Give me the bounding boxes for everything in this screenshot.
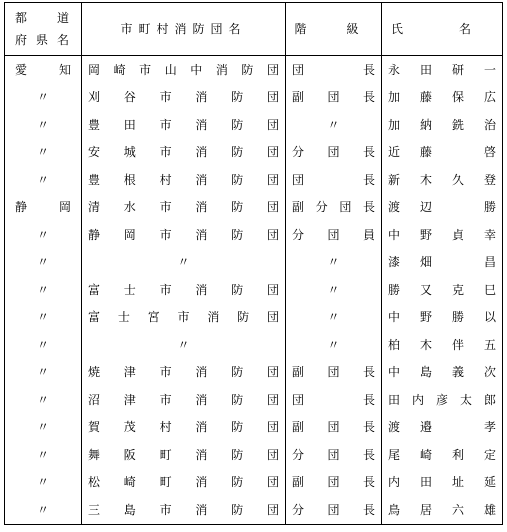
cell-rank-text: 〃 (327, 117, 340, 132)
cell-prefecture-text: 〃 (36, 90, 49, 105)
cell-prefecture (4, 386, 82, 414)
cell-brigade-name-text: 〃 (177, 337, 190, 352)
cell-brigade-name (82, 166, 286, 194)
cell-brigade-name-text: 豊田市消防団 (88, 117, 279, 132)
cell-brigade-name-text: 三島市消防団 (88, 502, 279, 517)
cell-person-name-text: 永田研一 (388, 62, 496, 77)
cell-rank-text: 〃 (327, 255, 340, 270)
cell-rank (286, 441, 382, 469)
table-header (4, 2, 503, 56)
fire-brigade-roster-table (4, 2, 503, 525)
cell-person-name-text: 加藤保広 (388, 90, 496, 105)
table-row (4, 84, 503, 112)
cell-brigade-name (82, 139, 286, 167)
cell-prefecture (4, 414, 82, 442)
cell-prefecture (4, 441, 82, 469)
cell-prefecture-text: 愛 知 (15, 62, 71, 77)
table-row (4, 249, 503, 277)
cell-brigade-name-text: 清水市消防団 (88, 200, 279, 215)
table-row (4, 496, 503, 525)
cell-brigade-name-text: 岡崎市山中消防団 (88, 62, 279, 77)
cell-rank (286, 221, 382, 249)
header-person-name: 氏 名 (382, 2, 503, 56)
cell-rank-text: 団 長 (292, 392, 375, 407)
cell-brigade-name (82, 221, 286, 249)
cell-rank (286, 249, 382, 277)
cell-brigade-name (82, 304, 286, 332)
cell-prefecture (4, 359, 82, 387)
cell-person-name-text: 鳥居六雄 (388, 502, 496, 517)
cell-rank (286, 386, 382, 414)
cell-person-name (382, 359, 503, 387)
cell-person-name (382, 84, 503, 112)
cell-prefecture-text: 〃 (36, 502, 49, 517)
table-row (4, 194, 503, 222)
cell-brigade-name-text: 刈谷市消防団 (88, 90, 279, 105)
cell-prefecture (4, 221, 82, 249)
cell-rank-text: 副団長 (292, 420, 375, 435)
cell-rank-text: 〃 (327, 282, 340, 297)
table-row (4, 414, 503, 442)
cell-person-name (382, 441, 503, 469)
cell-rank (286, 331, 382, 359)
cell-rank (286, 139, 382, 167)
cell-person-name (382, 386, 503, 414)
cell-person-name-text: 漆畑 昌 (388, 255, 496, 270)
cell-prefecture-text: 〃 (36, 117, 49, 132)
cell-person-name-text: 中野貞幸 (388, 227, 496, 242)
cell-prefecture (4, 276, 82, 304)
header-rank: 階 級 (286, 2, 382, 56)
header-prefecture-line1: 都 道 (15, 11, 71, 25)
cell-rank (286, 359, 382, 387)
cell-rank-text: 〃 (327, 337, 340, 352)
cell-person-name-text: 中野勝以 (388, 310, 496, 325)
cell-brigade-name (82, 111, 286, 139)
table-row (4, 304, 503, 332)
cell-person-name (382, 304, 503, 332)
cell-rank-text: 副団長 (292, 90, 375, 105)
cell-prefecture-text: 〃 (36, 447, 49, 462)
table-row (4, 276, 503, 304)
cell-rank (286, 84, 382, 112)
cell-rank (286, 56, 382, 84)
cell-person-name-text: 尾崎利定 (388, 447, 496, 462)
cell-rank (286, 111, 382, 139)
cell-brigade-name-text: 富士宮市消防団 (88, 310, 279, 325)
cell-prefecture-text: 〃 (36, 282, 49, 297)
table-row (4, 359, 503, 387)
cell-brigade-name-text: 沼津市消防団 (88, 392, 279, 407)
cell-person-name-text: 勝又克巳 (388, 282, 496, 297)
table-row (4, 111, 503, 139)
cell-rank (286, 496, 382, 525)
cell-prefecture (4, 84, 82, 112)
cell-rank (286, 166, 382, 194)
cell-rank (286, 194, 382, 222)
cell-brigade-name (82, 414, 286, 442)
header-row (4, 2, 503, 56)
cell-brigade-name-text: 富士市消防団 (88, 282, 279, 297)
cell-person-name-text: 渡邉 孝 (388, 420, 496, 435)
cell-rank-text: 分団長 (292, 145, 375, 160)
cell-rank (286, 276, 382, 304)
cell-rank-text: 分団員 (292, 227, 375, 242)
cell-person-name (382, 249, 503, 277)
cell-brigade-name-text: 松崎町消防団 (88, 475, 279, 490)
header-prefecture (4, 2, 82, 56)
cell-brigade-name (82, 194, 286, 222)
cell-person-name-text: 内田址延 (388, 475, 496, 490)
cell-person-name (382, 276, 503, 304)
cell-brigade-name (82, 441, 286, 469)
cell-prefecture (4, 139, 82, 167)
table-body (4, 56, 503, 525)
cell-rank (286, 469, 382, 497)
cell-rank-text: 分団長 (292, 447, 375, 462)
cell-brigade-name-text: 豊根村消防団 (88, 172, 279, 187)
cell-person-name-text: 中島義次 (388, 365, 496, 380)
cell-prefecture-text: 静 岡 (15, 200, 71, 215)
cell-brigade-name-text: 舞阪町消防団 (88, 447, 279, 462)
cell-prefecture (4, 304, 82, 332)
cell-brigade-name (82, 56, 286, 84)
table-row (4, 469, 503, 497)
cell-person-name (382, 496, 503, 525)
cell-brigade-name-text: 〃 (177, 255, 190, 270)
cell-person-name (382, 139, 503, 167)
cell-rank-text: 団 長 (292, 62, 375, 77)
cell-prefecture-text: 〃 (36, 227, 49, 242)
cell-rank (286, 304, 382, 332)
cell-person-name-text: 加納銑治 (388, 117, 496, 132)
cell-person-name-text: 田内彦太郎 (388, 392, 496, 407)
cell-person-name (382, 414, 503, 442)
cell-prefecture-text: 〃 (36, 255, 49, 270)
cell-brigade-name-text: 安城市消防団 (88, 145, 279, 160)
cell-brigade-name (82, 331, 286, 359)
table-row (4, 166, 503, 194)
cell-person-name (382, 166, 503, 194)
cell-person-name (382, 56, 503, 84)
cell-rank-text: 分団長 (292, 502, 375, 517)
cell-prefecture (4, 249, 82, 277)
cell-prefecture (4, 56, 82, 84)
cell-prefecture-text: 〃 (36, 337, 49, 352)
cell-person-name (382, 111, 503, 139)
cell-brigade-name (82, 469, 286, 497)
cell-prefecture (4, 111, 82, 139)
cell-brigade-name (82, 386, 286, 414)
cell-prefecture-text: 〃 (36, 310, 49, 325)
cell-person-name-text: 近藤 啓 (388, 145, 496, 160)
cell-prefecture-text: 〃 (36, 145, 49, 160)
cell-brigade-name-text: 静岡市消防団 (88, 227, 279, 242)
cell-prefecture-text: 〃 (36, 392, 49, 407)
cell-rank-text: 副団長 (292, 365, 375, 380)
cell-person-name (382, 221, 503, 249)
table-row (4, 331, 503, 359)
cell-person-name (382, 194, 503, 222)
table-row (4, 441, 503, 469)
cell-prefecture (4, 331, 82, 359)
cell-prefecture-text: 〃 (36, 365, 49, 380)
cell-person-name-text: 新木久登 (388, 172, 496, 187)
cell-person-name (382, 469, 503, 497)
cell-person-name-text: 渡辺 勝 (388, 200, 496, 215)
cell-prefecture (4, 166, 82, 194)
cell-rank-text: 団 長 (292, 172, 375, 187)
cell-rank (286, 414, 382, 442)
cell-brigade-name (82, 496, 286, 525)
cell-brigade-name (82, 359, 286, 387)
cell-prefecture (4, 194, 82, 222)
cell-prefecture-text: 〃 (36, 475, 49, 490)
cell-rank-text: 副団長 (292, 475, 375, 490)
cell-brigade-name (82, 84, 286, 112)
header-brigade-name: 市町村消防団名 (82, 2, 286, 56)
cell-brigade-name-text: 賀茂村消防団 (88, 420, 279, 435)
table-row (4, 56, 503, 84)
cell-brigade-name (82, 249, 286, 277)
cell-prefecture-text: 〃 (36, 420, 49, 435)
cell-brigade-name-text: 焼津市消防団 (88, 365, 279, 380)
cell-rank-text: 〃 (327, 310, 340, 325)
cell-brigade-name (82, 276, 286, 304)
header-prefecture-line2: 府県名 (15, 33, 71, 47)
cell-prefecture-text: 〃 (36, 172, 49, 187)
cell-prefecture (4, 496, 82, 525)
table-row (4, 386, 503, 414)
table-row (4, 221, 503, 249)
cell-person-name-text: 柏木伴五 (388, 337, 496, 352)
cell-person-name (382, 331, 503, 359)
cell-prefecture (4, 469, 82, 497)
table-row (4, 139, 503, 167)
cell-rank-text: 副分団長 (292, 200, 375, 215)
